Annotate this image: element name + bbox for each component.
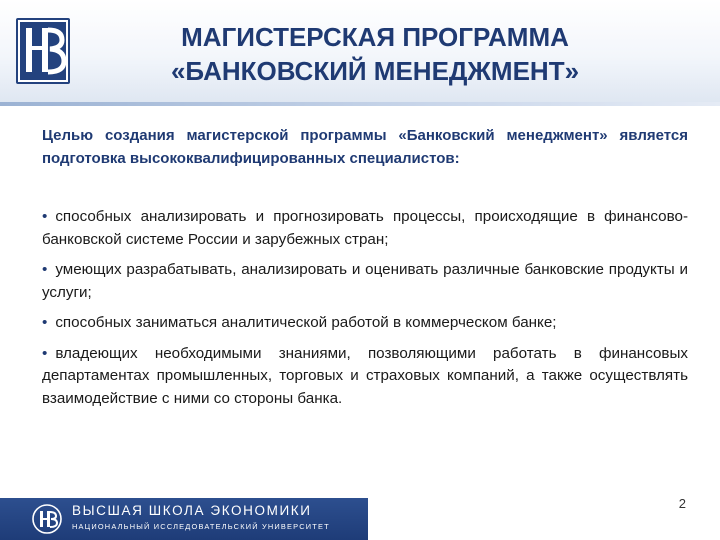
list-item <box>42 206 688 251</box>
list-item-text: способных анализировать и прогнозировать процессы, происходящие в финансово-банковской системе России и зарубежных стран; <box>42 208 688 248</box>
intro-paragraph: Целью создания магистерской программы «Банковский менеджмент» является подготовка высококвалифицированных специалистов: <box>42 127 688 167</box>
list-item-text: способных заниматься аналитической работой в коммерческом банке; <box>55 314 557 331</box>
bullet-list <box>42 206 688 418</box>
bullet-icon: • <box>42 261 48 278</box>
list-item <box>42 312 688 335</box>
list-item-text: владеющих необходимыми знаниями, позволяющими работать в финансовых департаментах промышленных, торговых и страховых компаний, а также осуществлять взаимодействие с ними со стороны банка. <box>42 344 688 407</box>
hse-logo-icon <box>16 18 70 84</box>
slide-title <box>95 20 655 88</box>
header-divider <box>0 102 720 106</box>
title-line-2: «БАНКОВСКИЙ МЕНЕДЖМЕНТ» <box>170 56 580 86</box>
bullet-icon: • <box>42 208 48 225</box>
list-item-text: умеющих разрабатывать, анализировать и оценивать различные банковские продукты и услуги; <box>42 261 688 301</box>
title-line-1: МАГИСТЕРСКАЯ ПРОГРАММА <box>181 22 569 52</box>
list-item <box>42 343 688 411</box>
university-subtitle: НАЦИОНАЛЬНЫЙ ИССЛЕДОВАТЕЛЬСКИЙ УНИВЕРСИТЕТ <box>72 522 330 531</box>
university-name: ВЫСШАЯ ШКОЛА ЭКОНОМИКИ <box>72 503 312 518</box>
hse-logo-small-icon <box>31 503 63 535</box>
list-item <box>42 259 688 304</box>
bullet-icon: • <box>42 314 48 331</box>
page-number: 2 <box>678 496 686 511</box>
bullet-icon: • <box>42 344 48 362</box>
